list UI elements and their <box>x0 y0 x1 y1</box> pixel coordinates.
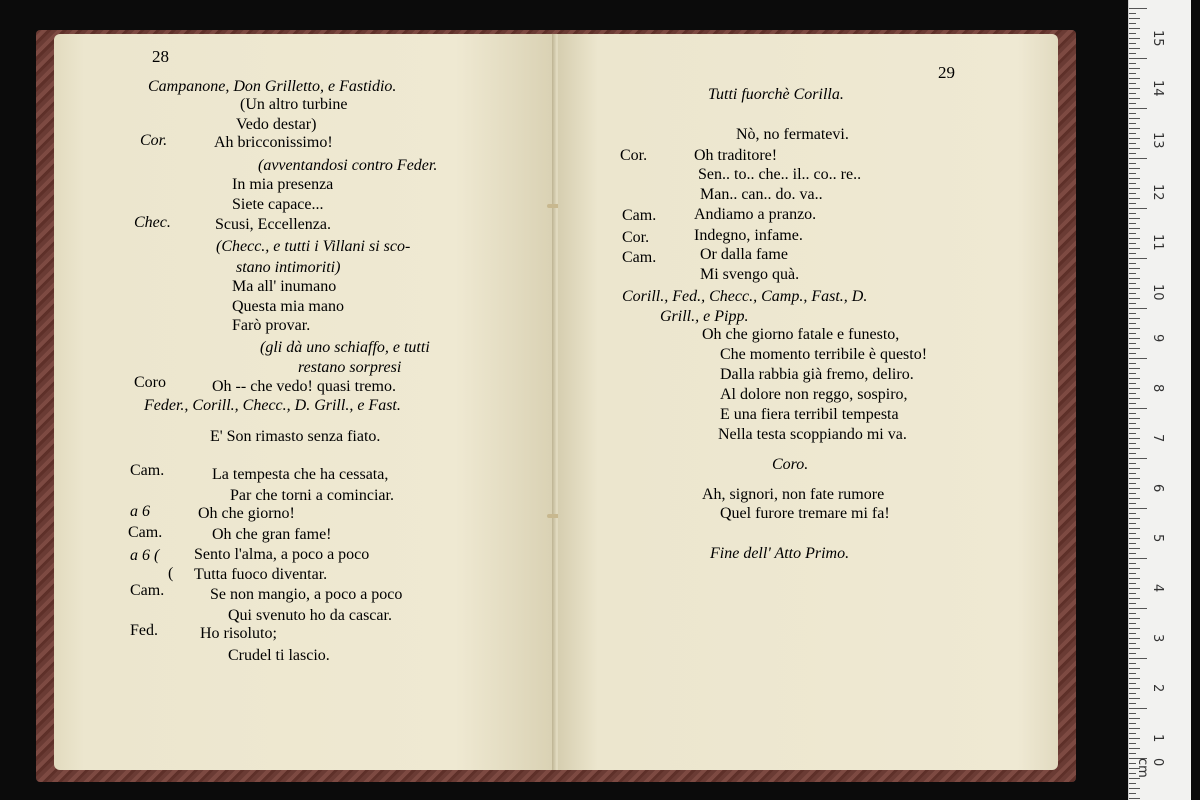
ruler-label: 2 <box>1150 684 1165 693</box>
ruler-tick <box>1129 538 1140 539</box>
text-line: Se non mangio, a poco a poco <box>210 586 403 603</box>
ruler-tick <box>1129 533 1136 534</box>
ruler-tick <box>1129 608 1147 609</box>
speaker-label: Cam. <box>622 249 657 266</box>
ruler-tick <box>1129 598 1140 599</box>
ruler-tick <box>1129 703 1136 704</box>
text-line: E' Son rimasto senza fiato. <box>210 428 381 445</box>
ruler-tick <box>1129 733 1136 734</box>
ruler-tick <box>1129 358 1147 359</box>
ruler-label: 12 <box>1150 184 1165 201</box>
ruler-tick <box>1129 328 1140 329</box>
ruler-tick <box>1129 33 1136 34</box>
ruler-tick <box>1129 343 1136 344</box>
text-line: Questa mia mano <box>232 298 344 315</box>
ruler-tick <box>1129 388 1140 389</box>
text-line: Sen.. to.. che.. il.. co.. re.. <box>698 166 862 183</box>
text-line: Ho risoluto; <box>200 625 277 642</box>
stage-direction: (Checc., e tutti i Villani si sco- <box>216 238 411 255</box>
ruler-tick <box>1129 688 1140 689</box>
ruler-tick <box>1129 363 1136 364</box>
ruler-tick <box>1129 583 1136 584</box>
ruler-tick <box>1129 698 1140 699</box>
ruler-tick <box>1129 23 1136 24</box>
ruler-tick <box>1129 393 1136 394</box>
ruler-tick <box>1129 498 1140 499</box>
text-line: Crudel ti lascio. <box>228 647 330 664</box>
text-line: Oh che gran fame! <box>212 526 332 543</box>
ruler-tick <box>1129 558 1147 559</box>
text-line: Siete capace... <box>232 196 324 213</box>
ruler-tick <box>1129 728 1140 729</box>
ruler-tick <box>1129 188 1140 189</box>
ruler-tick <box>1129 198 1140 199</box>
ruler-tick <box>1129 228 1140 229</box>
ruler-tick <box>1129 168 1140 169</box>
text-line: Or dalla fame <box>700 246 788 263</box>
ruler-tick <box>1129 428 1140 429</box>
text-line: Oh traditore! <box>694 147 778 164</box>
act-end-line: Fine dell' Atto Primo. <box>710 545 850 562</box>
text-line: Oh che giorno fatale e funesto, <box>702 326 900 343</box>
ruler-tick <box>1129 693 1136 694</box>
speaker-label: Coro. <box>772 456 809 473</box>
ruler-tick <box>1129 298 1140 299</box>
ruler-tick <box>1129 408 1147 409</box>
ruler-tick <box>1129 58 1147 59</box>
ruler-tick <box>1129 293 1136 294</box>
ruler-label: 1 <box>1150 734 1165 743</box>
ruler-tick <box>1129 458 1147 459</box>
ruler-tick <box>1129 53 1136 54</box>
ruler-tick <box>1129 323 1136 324</box>
ruler-tick <box>1129 658 1147 659</box>
ruler-tick <box>1129 48 1140 49</box>
ruler-tick <box>1129 508 1147 509</box>
ruler-label: 4 <box>1150 584 1165 593</box>
ruler-tick <box>1129 8 1147 9</box>
ruler-tick <box>1129 143 1136 144</box>
ruler-tick <box>1129 603 1136 604</box>
ruler-tick <box>1129 373 1136 374</box>
ruler-tick <box>1129 548 1140 549</box>
ruler-tick <box>1129 238 1140 239</box>
ruler-tick <box>1129 243 1136 244</box>
ruler-tick <box>1129 673 1136 674</box>
ruler-tick <box>1129 438 1140 439</box>
ruler-tick <box>1129 158 1147 159</box>
speaker-label: Feder., Corill., Checc., D. Grill., e Fast. <box>144 397 401 414</box>
ruler-label: 0 cm <box>1135 758 1165 778</box>
ruler-tick <box>1129 13 1136 14</box>
ruler-tick <box>1129 523 1136 524</box>
ruler-tick <box>1129 738 1140 739</box>
ruler-tick <box>1129 798 1140 799</box>
ruler-tick <box>1129 448 1140 449</box>
ruler-tick <box>1129 63 1136 64</box>
ruler-tick <box>1129 793 1136 794</box>
ruler-tick <box>1129 588 1140 589</box>
speaker-label: Cor. <box>620 147 648 164</box>
ruler-tick <box>1129 113 1136 114</box>
ruler-label: 15 <box>1150 30 1165 47</box>
text-line: Oh che giorno! <box>198 505 295 522</box>
ruler-tick <box>1129 368 1140 369</box>
ruler-tick <box>1129 423 1136 424</box>
ruler-tick <box>1129 303 1136 304</box>
ruler-tick <box>1129 488 1140 489</box>
text-line: La tempesta che ha cessata, <box>212 466 389 483</box>
ruler-tick <box>1129 98 1140 99</box>
ruler-tick <box>1129 133 1136 134</box>
ruler-tick <box>1129 633 1136 634</box>
ruler-tick <box>1129 193 1136 194</box>
ruler-tick <box>1129 473 1136 474</box>
text-line: Ah bricconissimo! <box>214 134 333 151</box>
ruler-tick <box>1129 723 1136 724</box>
text-line: Tutta fuoco diventar. <box>194 566 328 583</box>
ruler-label: 13 <box>1150 132 1165 149</box>
ruler-tick <box>1129 268 1140 269</box>
ruler-tick <box>1129 378 1140 379</box>
ruler-tick <box>1129 683 1136 684</box>
speaker-label: Grill., e Pipp. <box>660 308 749 325</box>
ruler-tick <box>1129 103 1136 104</box>
ruler-tick <box>1129 128 1140 129</box>
stage-direction: stano intimoriti) <box>236 259 341 276</box>
ruler-tick <box>1129 308 1147 309</box>
ruler-tick <box>1129 648 1140 649</box>
ruler-label: 10 <box>1150 284 1165 301</box>
ruler-label: 11 <box>1150 234 1165 251</box>
stage-direction: (gli dà uno schiaffo, e tutti <box>260 339 430 356</box>
measuring-ruler <box>1128 0 1191 800</box>
ruler-tick <box>1129 233 1136 234</box>
ruler-tick <box>1129 433 1136 434</box>
ruler-tick <box>1129 118 1140 119</box>
ruler-tick <box>1129 668 1140 669</box>
ruler-label: 7 <box>1150 434 1165 443</box>
speaker-label: Cam. <box>622 207 657 224</box>
ruler-tick <box>1129 468 1140 469</box>
ruler-tick <box>1129 753 1136 754</box>
text-line: In mia presenza <box>232 176 334 193</box>
ruler-tick <box>1129 28 1140 29</box>
ruler-tick <box>1129 278 1140 279</box>
ruler-label: 3 <box>1150 634 1165 643</box>
ruler-tick <box>1129 463 1136 464</box>
text-line: Mi svengo quà. <box>700 266 800 283</box>
ruler-tick <box>1129 713 1136 714</box>
ruler-tick <box>1129 483 1136 484</box>
text-line: Scusi, Eccellenza. <box>215 216 331 233</box>
speaker-label: Corill., Fed., Checc., Camp., Fast., D. <box>622 288 868 305</box>
ruler-tick <box>1129 313 1136 314</box>
ruler-tick <box>1129 73 1136 74</box>
ruler-tick <box>1129 348 1140 349</box>
ruler-tick <box>1129 218 1140 219</box>
ruler-tick <box>1129 718 1140 719</box>
ruler-tick <box>1129 223 1136 224</box>
ruler-tick <box>1129 203 1136 204</box>
ruler-label: 6 <box>1150 484 1165 493</box>
ruler-tick <box>1129 453 1136 454</box>
ruler-tick <box>1129 83 1136 84</box>
text-line: Nella testa scoppiando mi va. <box>718 426 907 443</box>
ruler-tick <box>1129 503 1136 504</box>
speaker-label: Coro <box>134 374 166 391</box>
ruler-tick <box>1129 153 1136 154</box>
ruler-tick <box>1129 163 1136 164</box>
ruler-tick <box>1129 263 1136 264</box>
ruler-tick <box>1129 708 1147 709</box>
ruler-tick <box>1129 248 1140 249</box>
ruler-tick <box>1129 398 1140 399</box>
ruler-tick <box>1129 573 1136 574</box>
text-line: Farò provar. <box>232 317 311 334</box>
ruler-tick <box>1129 578 1140 579</box>
ruler-tick <box>1129 138 1140 139</box>
text-line: Andiamo a pranzo. <box>694 206 817 223</box>
ruler-tick <box>1129 18 1140 19</box>
stage-direction: restano sorpresi <box>298 359 402 376</box>
ruler-tick <box>1129 93 1136 94</box>
ruler-tick <box>1129 258 1147 259</box>
ruler-tick <box>1129 618 1140 619</box>
speaker-label: Fed. <box>130 622 158 639</box>
ruler-tick <box>1129 178 1140 179</box>
scene-heading: Tutti fuorchè Corilla. <box>708 86 844 103</box>
ruler-tick <box>1129 353 1136 354</box>
ruler-tick <box>1129 173 1136 174</box>
ruler-tick <box>1129 643 1136 644</box>
ruler-tick <box>1129 38 1140 39</box>
ruler-tick <box>1129 213 1136 214</box>
ruler-tick <box>1129 743 1136 744</box>
ruler-tick <box>1129 678 1140 679</box>
ruler-tick <box>1129 788 1140 789</box>
text-line: Oh -- che vedo! quasi tremo. <box>212 378 396 395</box>
speaker-label: Cor. <box>140 132 168 149</box>
ruler-label: 14 <box>1150 80 1165 97</box>
bracket: ( <box>168 565 174 582</box>
speaker-label: Cam. <box>130 462 165 479</box>
ruler-tick <box>1129 553 1136 554</box>
text-line: Che momento terribile è questo! <box>720 346 928 363</box>
text-line: Ma all' inumano <box>232 278 337 295</box>
ruler-tick <box>1129 748 1140 749</box>
ruler-label: 5 <box>1150 534 1165 543</box>
speaker-label: a 6 ( <box>130 547 160 564</box>
ruler-label: 9 <box>1150 334 1165 343</box>
ruler-tick <box>1129 318 1140 319</box>
ruler-tick <box>1129 623 1136 624</box>
ruler-tick <box>1129 288 1140 289</box>
ruler-tick <box>1129 528 1140 529</box>
text-line: Sento l'alma, a poco a poco <box>194 546 370 563</box>
text-line: Ah, signori, non fate rumore <box>702 486 885 503</box>
ruler-tick <box>1129 563 1136 564</box>
text-line: Al dolore non reggo, sospiro, <box>720 386 908 403</box>
ruler-tick <box>1129 88 1140 89</box>
text-line: Dalla rabbia già fremo, deliro. <box>720 366 914 383</box>
ruler-tick <box>1129 43 1136 44</box>
ruler-tick <box>1129 108 1147 109</box>
speaker-label: Cam. <box>130 582 165 599</box>
ruler-tick <box>1129 148 1140 149</box>
text-line: Campanone, Don Grilletto, e Fastidio. <box>148 78 397 95</box>
ruler-tick <box>1129 443 1136 444</box>
ruler-tick <box>1129 273 1136 274</box>
ruler-tick <box>1129 628 1140 629</box>
text-line: Indegno, infame. <box>694 227 803 244</box>
ruler-tick <box>1129 338 1140 339</box>
text-line: (Un altro turbine <box>240 96 348 113</box>
ruler-tick <box>1129 613 1136 614</box>
stage-direction: (avventandosi contro Feder. <box>258 157 438 174</box>
text-line: Vedo destar) <box>236 116 317 133</box>
ruler-tick <box>1129 418 1140 419</box>
text-line: Quel furore tremare mi fa! <box>720 505 890 522</box>
text-line: E una fiera terribil tempesta <box>720 406 899 423</box>
ruler-tick <box>1129 518 1140 519</box>
ruler-tick <box>1129 663 1136 664</box>
ruler-tick <box>1129 253 1136 254</box>
ruler-tick <box>1129 593 1136 594</box>
ruler-tick <box>1129 638 1140 639</box>
speaker-label: a 6 <box>130 503 150 520</box>
ruler-tick <box>1129 383 1136 384</box>
text-line: Par che torni a cominciar. <box>230 487 394 504</box>
ruler-label: 8 <box>1150 384 1165 393</box>
ruler-tick <box>1129 183 1136 184</box>
text-line: Qui svenuto ho da cascar. <box>228 607 392 624</box>
ruler-tick <box>1129 78 1140 79</box>
ruler-tick <box>1129 413 1136 414</box>
speaker-label: Cam. <box>128 524 163 541</box>
speaker-label: Cor. <box>622 229 650 246</box>
page-number: 28 <box>152 47 169 66</box>
ruler-tick <box>1129 283 1136 284</box>
ruler-tick <box>1129 123 1136 124</box>
page-number: 29 <box>938 63 955 82</box>
ruler-tick <box>1129 403 1136 404</box>
text-line: Man.. can.. do. va.. <box>700 186 823 203</box>
ruler-tick <box>1129 543 1136 544</box>
ruler-tick <box>1129 478 1140 479</box>
ruler-tick <box>1129 653 1136 654</box>
ruler-tick <box>1129 493 1136 494</box>
text-line: Nò, no fermatevi. <box>736 126 849 143</box>
ruler-tick <box>1129 333 1136 334</box>
ruler-tick <box>1129 68 1140 69</box>
ruler-tick <box>1129 208 1147 209</box>
speaker-label: Chec. <box>134 214 171 231</box>
ruler-tick <box>1129 513 1136 514</box>
ruler-tick <box>1129 568 1140 569</box>
